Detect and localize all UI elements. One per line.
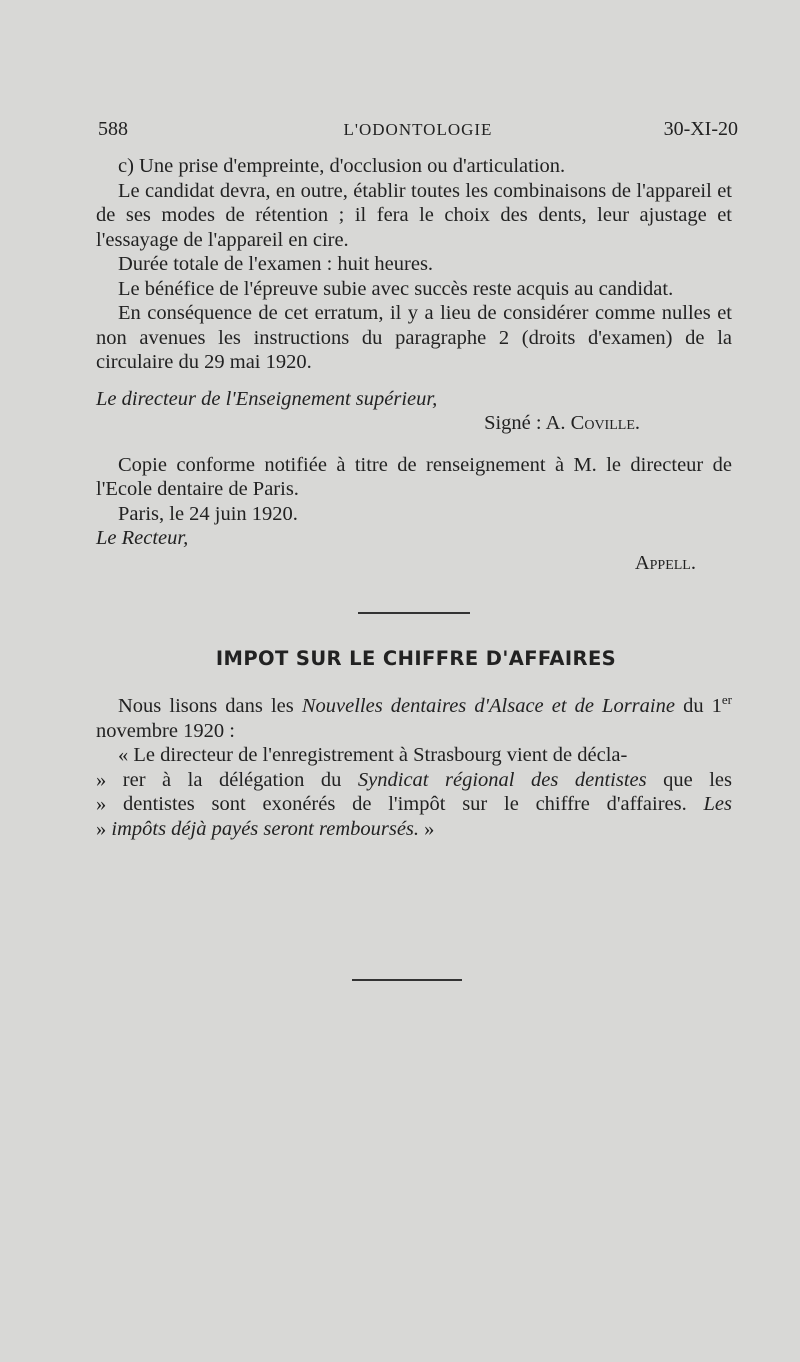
issue-date: 30-XI-20 <box>663 118 738 140</box>
journal-title: L'ODONTOLOGIE <box>343 120 493 139</box>
paragraph: En conséquence de cet erratum, il y a lieu de considérer comme nulles et non avenues les instructions du paragraphe 2 (droits d'examen) de la circulaire du 29 mai 1920. <box>96 302 732 373</box>
signature-name: Coville. <box>570 412 640 434</box>
syndicate-name: Syndicat régional des dentistes <box>357 768 647 791</box>
running-header <box>98 118 738 144</box>
signature-title: Le directeur de l'Enseignement supérieur, <box>96 387 438 410</box>
signature-label: Signé : A. <box>484 412 571 434</box>
quote-line: « Le directeur de l'enregistrement à Strasbourg vient de décla- <box>118 744 628 766</box>
paragraph: Durée totale de l'examen : huit heures. <box>118 253 434 275</box>
paragraph: Le bénéfice de l'épreuve subie avec succès reste acquis au candidat. <box>118 277 674 300</box>
quote-line: » impôts déjà payés seront remboursés. » <box>96 817 435 840</box>
item-c: c) Une prise d'empreinte, d'occlusion ou d'articulation. <box>118 155 566 177</box>
quote-line: » rer à la délégation du Syndicat régional des dentistes que les <box>96 768 733 791</box>
publication-title: Nouvelles dentaires d'Alsace et de Lorraine <box>301 695 675 717</box>
intro-paragraph: Nous lisons dans les Nouvelles dentaires d'Alsace et de Lorraine du 1er novembre 1920 : <box>96 692 733 742</box>
copy-paragraph: Copie conforme notifiée à titre de renseignement à M. le directeur de l'Ecole dentaire de Paris. <box>96 453 732 500</box>
end-divider <box>352 979 462 981</box>
section-erratum <box>96 154 732 575</box>
rector-name: Appell. <box>634 551 696 574</box>
section-heading: IMPOT SUR LE CHIFFRE D'AFFAIRES <box>215 647 617 670</box>
page-number: 588 <box>98 118 128 140</box>
quote-line: » dentistes sont exonérés de l'impôt sur le chiffre d'affaires. Les <box>96 793 732 815</box>
section-divider <box>358 612 470 614</box>
section-tax <box>96 688 732 841</box>
paragraph: Le candidat devra, en outre, établir toutes les combinaisons de l'appareil et de ses modes de rétention ; il fera le choix des dents, leur ajustage et l'essayage de l'appareil en cire. <box>96 179 732 251</box>
rector-title: Le Recteur, <box>96 527 189 549</box>
place-date: Paris, le 24 juin 1920. <box>118 502 298 525</box>
signature-line <box>96 411 732 436</box>
